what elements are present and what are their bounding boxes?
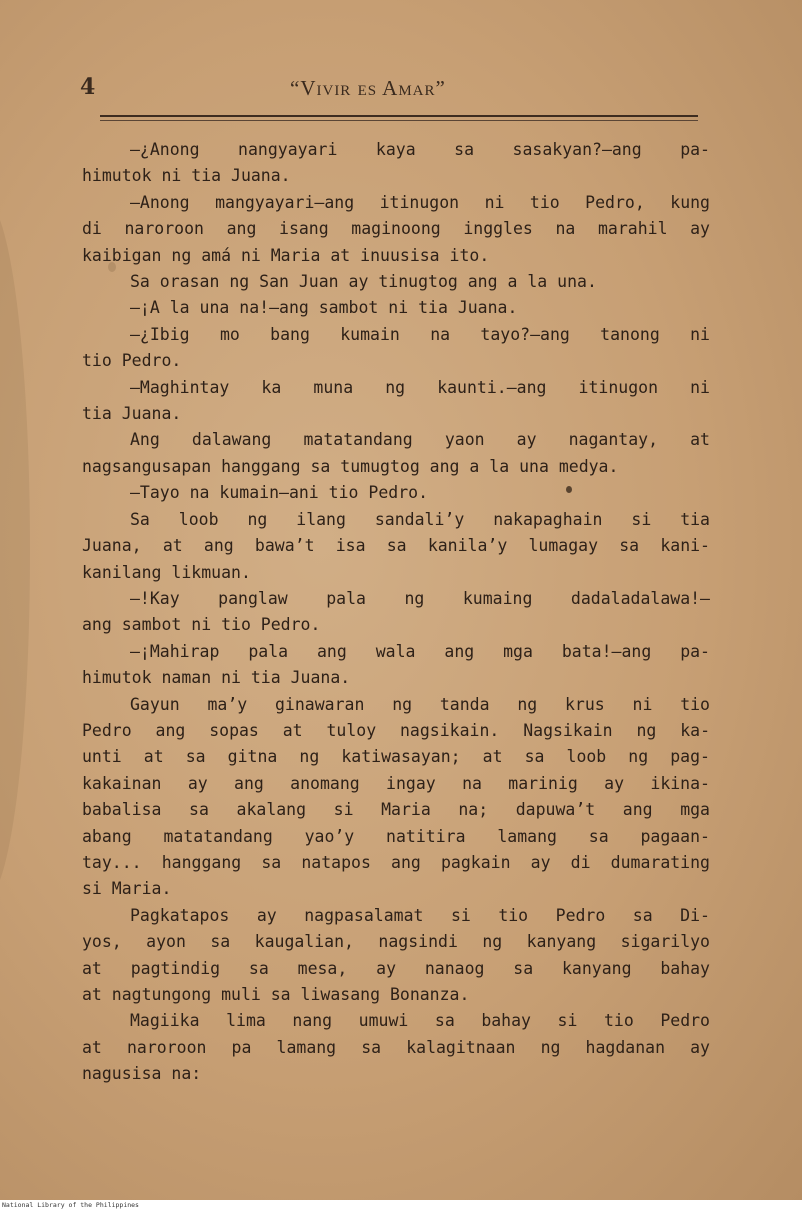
text-line: abang matatandang yao’y natitira lamang sa pagaan- <box>82 826 710 846</box>
text-line: Ang dalawang matatandang yaon ay nagantay, at <box>130 430 710 450</box>
text-line: himutok naman ni tia Juana. <box>82 668 351 688</box>
text-line: nagsangusapan hanggang sa tumugtog ang a la una medya. <box>82 456 619 476</box>
library-attribution: National Library of the Philippines <box>2 1201 139 1209</box>
text-line: Pedro ang sopas at tuloy nagsikain. Nagsikain ng ka- <box>82 720 710 740</box>
text-line: Pagkatapos ay nagpasalamat si tio Pedro sa Di- <box>130 905 710 925</box>
edge-shadow <box>0 200 30 900</box>
text-line: himutok ni tia Juana. <box>82 166 291 186</box>
text-line: yos, ayon sa kaugalian, nagsindi ng kanyang sigarilyo <box>82 932 710 952</box>
text-line: Magiika lima nang umuwi sa bahay si tio Pedro <box>130 1011 710 1031</box>
text-line: at nagtungong muli sa liwasang Bonanza. <box>82 985 470 1004</box>
text-line: tia Juana. <box>82 404 182 424</box>
text-line: si Maria. <box>82 879 172 899</box>
text-line: at naroroon pa lamang sa kalagitnaan ng hagdanan ay <box>82 1037 710 1057</box>
header-rule <box>100 115 698 121</box>
text-line: kaibigan ng amá ni Maria at inuusisa ito. <box>82 245 490 265</box>
running-title: “Vivir es Amar” <box>290 76 446 100</box>
text-line: tio Pedro. <box>82 351 182 371</box>
text-line: kakainan ay ang anomang ingay na marinig ay ikina- <box>82 773 710 793</box>
text-line: —¡Mahirap pala ang wala ang mga bata!—ang pa- <box>130 641 710 661</box>
text-line: —!Kay panglaw pala ng kumaing dadaladalawa!— <box>130 588 710 608</box>
text-line: Juana, at ang bawa’t isa sa kanila’y lumagay sa kani- <box>82 536 710 556</box>
text-line: Gayun ma’y ginawaran ng tanda ng krus ni tio <box>130 694 710 714</box>
text-line: —Anong mangyayari—ang itinugon ni tio Pedro, kung <box>130 192 710 212</box>
text-line: ang sambot ni tio Pedro. <box>82 615 321 635</box>
text-line: —¿Ibig mo bang kumain na tayo?—ang tanong ni <box>130 324 710 344</box>
text-line: di naroroon ang isang maginoong inggles na marahil ay <box>82 219 710 239</box>
text-line: —¿Anong nangyayari kaya sa sasakyan?—ang pa- <box>130 140 710 159</box>
text-line: Sa orasan ng San Juan ay tinugtog ang a la una. <box>130 272 597 292</box>
text-line: at pagtindig sa mesa, ay nanaog sa kanyang bahay <box>82 958 710 978</box>
body-text <box>82 137 710 1088</box>
text-line: nagusisa na: <box>82 1064 202 1084</box>
text-line: babalisa sa akalang si Maria na; dapuwa’t ang mga <box>82 800 710 820</box>
text-line: —Maghintay ka muna ng kaunti.—ang itinugon ni <box>130 377 710 397</box>
text-line: Sa loob ng ilang sandali’y nakapaghain si tia <box>130 509 710 529</box>
text-line: tay... hanggang sa natapos ang pagkain ay di dumarating <box>82 852 710 872</box>
text-line: —¡A la una na!—ang sambot ni tia Juana. <box>130 298 518 318</box>
page-number: 4 <box>80 74 96 100</box>
text-line: kanilang likmuan. <box>82 562 251 582</box>
text-line: unti at sa gitna ng katiwasayan; at sa loob ng pag- <box>82 747 710 767</box>
text-line: —Tayo na kumain—ani tio Pedro. <box>130 483 429 503</box>
